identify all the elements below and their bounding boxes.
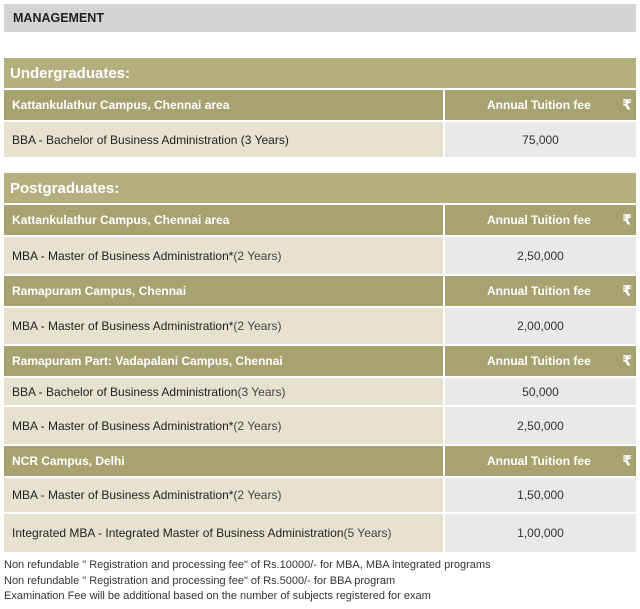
table-row — [4, 308, 636, 346]
fee-value: 2,50,000 — [445, 237, 636, 274]
program-name: MBA - Master of Business Administration* — [12, 418, 234, 433]
program-duration: (5 Years) — [343, 526, 392, 540]
fee-value: 1,00,000 — [445, 514, 636, 552]
rupee-icon: ₹ — [622, 452, 632, 469]
table-row — [4, 478, 636, 514]
campus-header-row — [4, 346, 636, 378]
table-row — [4, 407, 636, 446]
postgraduates-section — [4, 173, 636, 554]
table-row — [4, 237, 636, 276]
program-name: BBA - Bachelor of Business Administration (3 Years) — [12, 132, 289, 147]
note-line: Examination Fee will be additional based on the number of subjects registered for exam — [4, 590, 431, 602]
campus-header-row — [4, 276, 636, 308]
table-row — [4, 378, 636, 407]
rupee-icon: ₹ — [622, 96, 632, 113]
fee-value: 75,000 — [445, 122, 636, 157]
table-row — [4, 514, 636, 554]
campus-header-row — [4, 446, 636, 478]
section-heading: Undergraduates: — [4, 58, 636, 90]
program-duration: (3 Years) — [237, 384, 286, 399]
program-duration: (2 Years) — [233, 319, 282, 333]
program-name: MBA - Master of Business Administration* — [12, 319, 234, 333]
program-duration: (2 Years) — [233, 248, 282, 263]
fee-value: 1,50,000 — [445, 478, 636, 512]
campus-name: Ramapuram Campus, Chennai — [4, 276, 445, 306]
fee-column-header: Annual Tuition fee — [487, 354, 591, 368]
fee-column-header: Annual Tuition fee — [487, 98, 591, 112]
program-duration: (2 Years) — [233, 488, 282, 502]
page-title: MANAGEMENT — [4, 4, 636, 32]
note-line: Non refundable " Registration and processing fee" of Rs.10000/- for MBA, MBA integrated programs — [4, 559, 491, 571]
campus-name: Kattankulathur Campus, Chennai area — [4, 205, 445, 235]
program-name: BBA - Bachelor of Business Administration — [12, 384, 238, 399]
fee-column-header: Annual Tuition fee — [487, 213, 591, 227]
program-name: MBA - Master of Business Administration* — [12, 248, 234, 263]
fee-value: 2,50,000 — [445, 407, 636, 444]
fee-value: 2,00,000 — [445, 308, 636, 344]
rupee-icon: ₹ — [622, 282, 632, 299]
program-duration: (2 Years) — [233, 418, 282, 433]
campus-header-row — [4, 90, 636, 122]
note-line: Non refundable " Registration and processing fee" of Rs.5000/- for BBA program — [4, 574, 396, 587]
fee-column-header: Annual Tuition fee — [487, 284, 591, 298]
rupee-icon: ₹ — [622, 352, 632, 369]
section-heading: Postgraduates: — [4, 173, 636, 205]
campus-header-row — [4, 205, 636, 237]
fee-column-header: Annual Tuition fee — [487, 454, 591, 468]
campus-name: Kattankulathur Campus, Chennai area — [4, 90, 445, 120]
campus-name: NCR Campus, Delhi — [4, 446, 445, 476]
fee-value: 50,000 — [445, 378, 636, 405]
program-name: MBA - Master of Business Administration* — [12, 488, 234, 502]
undergraduates-section — [4, 58, 636, 159]
table-row — [4, 122, 636, 159]
campus-name: Ramapuram Part: Vadapalani Campus, Chennai — [4, 346, 445, 376]
rupee-icon: ₹ — [622, 211, 632, 228]
program-name: Integrated MBA - Integrated Master of Business Administration — [12, 526, 344, 540]
fee-notes — [4, 558, 491, 605]
